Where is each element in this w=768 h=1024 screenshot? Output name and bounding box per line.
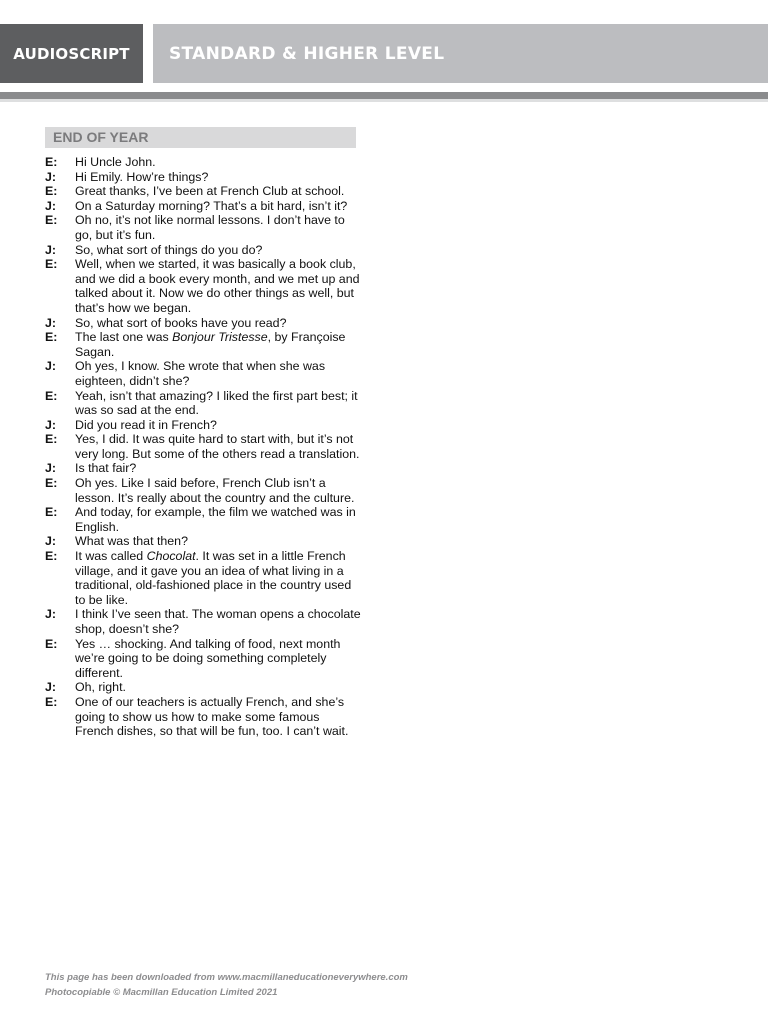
line-text: Yes … shocking. And talking of food, next month we’re going to be doing something completely different. [75, 636, 341, 680]
line-text: Oh yes. Like I said before, French Club isn’t a lesson. It’s really about the country and the culture. [75, 476, 355, 505]
line-text: Yeah, isn’t that amazing? I liked the first part best; it was so sad at the end. [75, 388, 358, 418]
speaker-label: J: [45, 315, 57, 330]
speaker-label: J: [45, 607, 57, 622]
speaker-label: E: [45, 257, 58, 272]
speaker-label: E: [45, 432, 58, 447]
line-text: Did you read it in French? [75, 417, 217, 432]
speaker-label: E: [45, 213, 58, 228]
dialogue-line [45, 549, 361, 607]
dialogue-line [45, 257, 361, 315]
dialogue-line [45, 418, 361, 433]
line-text: Hi Emily. How’re things? [75, 169, 209, 184]
dialogue-line [45, 213, 361, 242]
section-title: END OF YEAR [45, 127, 356, 148]
line-text-part: It was called [75, 549, 147, 564]
speaker-label: J: [45, 417, 57, 432]
copyright-notice: Photocopiable © Macmillan Education Limited 2021 [45, 987, 278, 998]
line-text [75, 549, 361, 607]
dialogue-line [45, 155, 361, 170]
line-text: And today, for example, the film we watched was in English. [75, 505, 356, 534]
line-text: So, what sort of things do you do? [75, 242, 263, 257]
page-footer [45, 970, 645, 1000]
dialogue-line [45, 476, 361, 505]
line-text: One of our teachers is actually French, and she’s going to show us how to make some famous French dishes, so that will be fun, too. I can’t wait. [75, 694, 349, 739]
line-text-part: The last one was [75, 330, 173, 345]
line-text: Hi Uncle John. [75, 155, 156, 169]
speaker-label: E: [45, 388, 58, 403]
speaker-label: E: [45, 476, 58, 491]
dialogue-line [45, 170, 361, 185]
header-divider [0, 92, 768, 99]
dialogue-line [45, 637, 361, 681]
dialogue-line [45, 184, 361, 199]
line-text-part: . It was set in a little French village, and it gave you an idea of what living in a traditional, old-fashioned place in the country used to be like. [75, 549, 352, 607]
dialogue-line [45, 316, 361, 331]
dialogue-line [45, 534, 361, 549]
dialogue-line [45, 461, 361, 476]
speaker-label: J: [45, 680, 57, 695]
header-divider-light [0, 99, 768, 102]
line-text: So, what sort of books have you read? [75, 315, 287, 330]
download-notice: This page has been downloaded from www.macmillaneducationeverywhere.com [45, 972, 408, 983]
dialogue-line [45, 680, 361, 695]
audioscript-label: AUDIOSCRIPT [0, 24, 143, 83]
speaker-label: J: [45, 461, 57, 476]
line-text: On a Saturday morning? That’s a bit hard, isn’t it? [75, 198, 348, 213]
title-italic: Bonjour Tristesse [172, 330, 268, 345]
line-text: Oh no, it’s not like normal lessons. I don’t have to go, but it’s fun. [75, 213, 345, 242]
speaker-label: E: [45, 636, 58, 651]
speaker-label: J: [45, 198, 57, 213]
dialogue-line [45, 330, 361, 359]
line-text-part: , by Françoise Sagan. [75, 330, 346, 359]
line-text: Oh yes, I know. She wrote that when she was eighteen, didn’t she? [75, 359, 326, 388]
line-text: Yes, I did. It was quite hard to start with, but it’s not very long. But some of the others read a translation. [75, 432, 360, 461]
line-text: What was that then? [75, 534, 188, 549]
line-text: Great thanks, I’ve been at French Club at school. [75, 184, 345, 199]
dialogue-line [45, 695, 361, 739]
speaker-label: E: [45, 694, 58, 709]
speaker-label: J: [45, 359, 57, 374]
dialogue-line [45, 432, 361, 461]
line-text: I think I’ve seen that. The woman opens a chocolate shop, doesn’t she? [75, 607, 361, 636]
speaker-label: J: [45, 534, 57, 549]
speaker-label: E: [45, 549, 58, 564]
line-text: Well, when we started, it was basically a book club, and we did a book every month, and we met up and talked about it. Now we do other things as well, but that’s how we began. [75, 257, 360, 315]
title-italic: Chocolat [146, 549, 196, 564]
speaker-label: E: [45, 330, 58, 345]
dialogue-line [45, 199, 361, 214]
dialogue-transcript [45, 155, 361, 739]
speaker-label: E: [45, 505, 58, 520]
dialogue-line [45, 389, 361, 418]
speaker-label: E: [45, 184, 58, 199]
speaker-label: E: [45, 155, 58, 169]
dialogue-line [45, 607, 361, 636]
speaker-label: J: [45, 169, 57, 184]
line-text [75, 330, 361, 359]
line-text: Is that fair? [75, 461, 137, 476]
dialogue-line [45, 505, 361, 534]
dialogue-line [45, 243, 361, 258]
speaker-label: J: [45, 242, 57, 257]
line-text: Oh, right. [75, 680, 126, 695]
dialogue-line [45, 359, 361, 388]
level-banner: STANDARD & HIGHER LEVEL [153, 24, 768, 83]
